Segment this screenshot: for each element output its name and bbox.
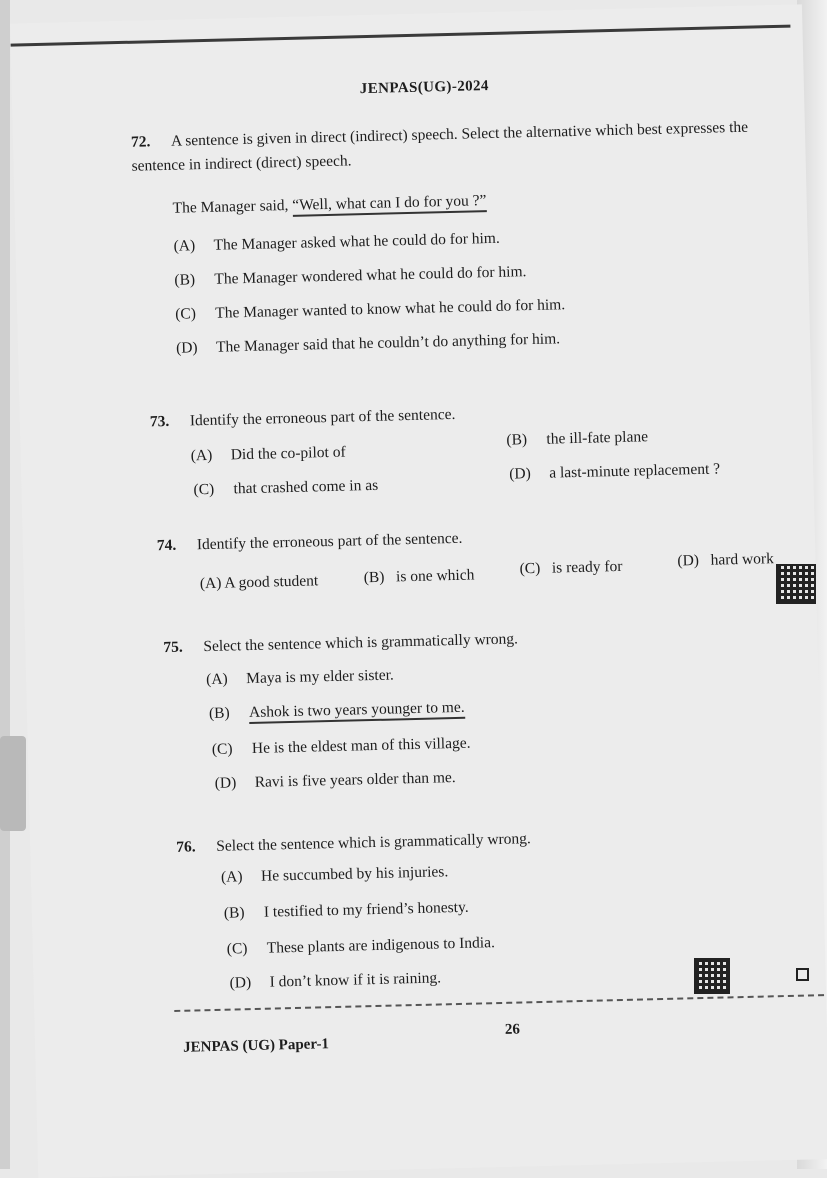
option-text: hard work bbox=[710, 550, 775, 569]
option-text: Ashok is two years younger to me. bbox=[249, 699, 465, 724]
option-a[interactable] bbox=[173, 230, 500, 256]
footer-rule bbox=[174, 994, 827, 1012]
option-letter: (D) bbox=[214, 774, 237, 792]
option-text: that crashed come in as bbox=[233, 476, 379, 498]
option-letter: (C) bbox=[226, 940, 248, 958]
option-text: The Manager asked what he could do for him. bbox=[213, 229, 500, 254]
question-number: 73. bbox=[149, 412, 170, 431]
option-letter: (B) bbox=[174, 271, 196, 289]
option-letter: (B) bbox=[208, 704, 230, 723]
question-prompt bbox=[172, 192, 486, 218]
question-number: 75. bbox=[163, 638, 183, 657]
option-letter: (A) bbox=[190, 446, 213, 465]
option-b[interactable] bbox=[506, 428, 648, 449]
question-76 bbox=[176, 820, 816, 860]
option-a[interactable] bbox=[191, 444, 346, 466]
option-letter: (D) bbox=[229, 974, 252, 992]
option-d[interactable] bbox=[509, 460, 720, 483]
option-c[interactable] bbox=[519, 558, 622, 579]
option-letter: (C) bbox=[175, 305, 197, 323]
question-text: Identify the erroneous part of the sentence. bbox=[196, 529, 463, 554]
option-d[interactable] bbox=[677, 550, 774, 570]
option-a[interactable] bbox=[221, 863, 449, 887]
option-text: I don’t know if it is raining. bbox=[269, 969, 442, 991]
option-a[interactable] bbox=[200, 572, 319, 593]
question-text: A sentence is given in direct (indirect) speech. Select the alternative which best expresses the sentence in indirect (direct) speech. bbox=[131, 118, 749, 175]
option-text: Ravi is five years older than me. bbox=[254, 769, 456, 791]
option-text: A good student bbox=[224, 572, 319, 592]
confidential-tab bbox=[0, 736, 26, 831]
option-text: The Manager said that he couldn’t do anything for him. bbox=[215, 330, 561, 356]
top-rule bbox=[11, 25, 791, 47]
option-d[interactable] bbox=[229, 969, 441, 992]
question-73 bbox=[150, 395, 790, 435]
page-number: 26 bbox=[504, 1021, 521, 1038]
question-text: Identify the erroneous part of the sentence. bbox=[189, 405, 456, 430]
question-text: Select the sentence which is grammatically wrong. bbox=[203, 630, 519, 656]
question-72 bbox=[131, 115, 772, 179]
qr-code-icon bbox=[776, 564, 816, 604]
option-text: the ill-fate plane bbox=[546, 428, 649, 448]
option-b[interactable] bbox=[224, 899, 469, 923]
option-c[interactable] bbox=[227, 934, 496, 959]
option-letter: (A) bbox=[173, 237, 196, 255]
question-text: Select the sentence which is grammatically wrong. bbox=[216, 830, 532, 855]
option-letter: (C) bbox=[519, 559, 541, 578]
option-letter: (B) bbox=[506, 431, 528, 449]
option-d[interactable] bbox=[215, 769, 456, 793]
option-d[interactable] bbox=[176, 330, 560, 357]
option-a[interactable] bbox=[206, 666, 394, 689]
option-letter: (D) bbox=[677, 552, 700, 570]
option-text: I testified to my friend’s honesty. bbox=[263, 898, 469, 921]
prompt-prefix: The Manager said, bbox=[172, 196, 293, 217]
option-letter: (C) bbox=[211, 740, 233, 758]
option-letter: (D) bbox=[509, 465, 532, 483]
option-letter: (D) bbox=[175, 339, 198, 357]
option-letter: (B) bbox=[223, 904, 245, 922]
question-number: 76. bbox=[176, 838, 196, 856]
option-letter: (A) bbox=[205, 670, 228, 689]
qr-code-icon bbox=[694, 958, 730, 994]
option-text: These plants are indigenous to India. bbox=[266, 934, 496, 957]
exam-page bbox=[10, 4, 827, 1178]
option-text: Maya is my elder sister. bbox=[245, 666, 395, 688]
page-title: JENPAS(UG)-2024 bbox=[359, 78, 490, 98]
option-letter: (A) bbox=[220, 868, 243, 886]
option-text: a last-minute replacement ? bbox=[549, 460, 721, 482]
option-text: is ready for bbox=[551, 557, 623, 577]
option-text: The Manager wondered what he could do for him. bbox=[214, 263, 527, 288]
question-75 bbox=[163, 620, 803, 660]
option-letter: (A) bbox=[199, 574, 222, 593]
option-c[interactable] bbox=[212, 735, 471, 759]
paper-name: JENPAS (UG) Paper-1 bbox=[182, 1036, 330, 1056]
option-text: is one which bbox=[395, 566, 475, 586]
question-number: 72. bbox=[130, 133, 151, 151]
scan-edge-left bbox=[0, 0, 10, 1169]
option-letter: (B) bbox=[363, 568, 385, 587]
option-b[interactable] bbox=[174, 263, 526, 290]
option-c[interactable] bbox=[193, 477, 378, 500]
option-text: The Manager wanted to know what he could do for him. bbox=[215, 296, 566, 322]
prompt-quote: “Well, what can I do for you ?” bbox=[292, 192, 487, 217]
option-letter: (C) bbox=[193, 480, 215, 499]
option-b[interactable] bbox=[209, 699, 465, 723]
option-b[interactable] bbox=[364, 566, 475, 587]
option-text: He succumbed by his injuries. bbox=[260, 863, 449, 885]
option-text: Did the co-pilot of bbox=[230, 443, 346, 464]
square-marker-icon bbox=[796, 968, 809, 981]
option-text: He is the eldest man of this village. bbox=[251, 734, 471, 757]
option-c[interactable] bbox=[175, 296, 565, 324]
question-number: 74. bbox=[156, 536, 177, 555]
